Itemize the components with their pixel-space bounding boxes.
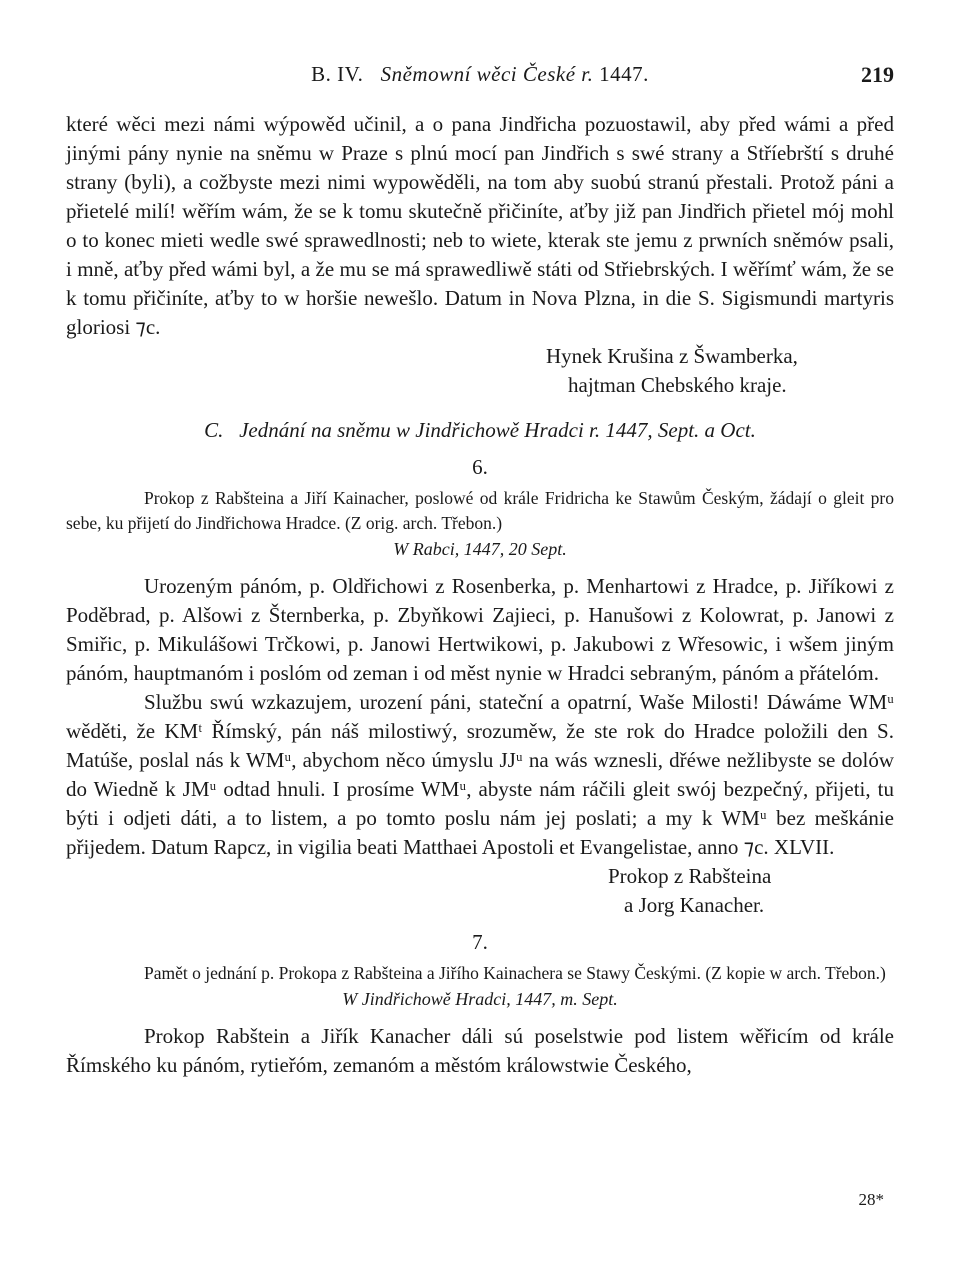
document-7-dateline: W Jindřichowě Hradci, 1447, m. Sept.: [342, 989, 618, 1009]
paragraph-continuation: které wěci mezi námi wýpowěd učinil, a o pana Jindřicha pozuostawil, aby před wámi a před jinými pány nynie na sněmu w Praze s plnú mocí pan Jindřich s swé strany a Stříebrští s druhé strany (byli), a cožbyste mezi nimi wypowěděli, na tom aby suobú stranú přestali. Protož páni a přietelé milí! wěřím wám, že se k tomu skutečně přičiníte, aťby již pan Jindřich přietel mój mohl o to konec mieti wedle swé sprawedlnosti; neb to wiete, kterak ste jemu z prwních sněmów psali, i mně, aťby před wámi byl, a že mu se má sprawedliwě státi od Střiebrských. I wěřímť wám, že se k tomu přičiníte, aťby to w horšie newešlo. Datum in Nova Plzna, in die S. Sigismundi martyris gloriosi ⁊c.: [66, 112, 894, 339]
running-head-title: Sněmowní wěci České r.: [380, 62, 594, 86]
signature-prokop: Prokop z Rabšteina: [608, 864, 772, 888]
document-6-text: Službu swú wzkazujem, urození páni, stateční a opatrní, Waše Milosti! Dáwáme WMᵘ wěděti, že KMᵗ Římský, pán náš milostiwý, srozuměw, že ste rok do Hradce položili den S. Matúše, poslal nás k WMᵘ, abychom něco úmyslu JJᵘ na wás wznesli, dřéwe nežlibyste se dolów do Wiedně k JMᵘ odtad hnuli. I prosíme WMᵘ, abyste nám ráčili gleit swój bezpečný, přijeti, tu býti i odjeti dáti, a to listem, a po tomto poslu nám jej poslati; a my k WMᵘ bez meškánie přijedem. Datum Rapcz, in vigilia beati Matthaei Apostoli et Evangelistae, anno ⁊c. XLVII.: [66, 690, 894, 859]
signature-jorg: a Jorg Kanacher.: [624, 893, 765, 917]
signature-krusina-title: hajtman Chebského kraje.: [568, 373, 787, 397]
signature-krusina-name: Hynek Krušina z Šwamberka,: [546, 344, 798, 368]
signature-mark: 28*: [858, 1190, 884, 1209]
document-number-6: 6.: [472, 455, 488, 479]
running-head-year: 1447.: [599, 62, 649, 86]
document-6-dateline: W Rabci, 1447, 20 Sept.: [393, 539, 567, 559]
section-c-letter: C.: [204, 418, 224, 442]
document-7-summary: Pamět o jednání p. Prokopa z Rabšteina a Jiřího Kainachera se Stawy Českými. (Z kopie w arch. Třebon.): [144, 963, 886, 983]
document-6-summary: Prokop z Rabšteina a Jiří Kainacher, poslowé od krále Fridricha ke Stawům Českým, žádají o gleit pro sebe, ku přijetí do Jindřichowa Hradce. (Z orig. arch. Třebon.): [66, 488, 894, 533]
page-header: [66, 62, 894, 92]
running-head: [66, 62, 894, 87]
document-6-address: Urozeným pánóm, p. Oldřichowi z Rosenberka, p. Menhartowi z Hradce, p. Jiříkowi z Poděbrad, p. Alšowi z Šternberka, p. Zbyňkowi Zajieci, p. Hanušowi z Kolowrat, p. Janowi z Smiřic, p. Mikulášowi Trčkowi, p. Janowi Hertwikowi, p. Jakubowi z Wřesowic, i wšem jiným pánóm, hauptmanóm i poslóm od zeman i od měst nynie w Hradci sebraným, pánóm a přátelóm.: [66, 574, 894, 685]
section-c-title: Jednání na sněmu w Jindřichowě Hradci r. 1447, Sept. a Oct.: [239, 418, 756, 442]
document-7-text: Prokop Rabštein a Jiřík Kanacher dáli sú poselstwie pod listem wěřicím od krále Římského ku pánóm, rytieřóm, zemanóm a městóm králowstwie Českého,: [66, 1024, 894, 1077]
page-body: [66, 110, 894, 1080]
section-c-heading: [66, 416, 894, 445]
document-number-7: 7.: [472, 930, 488, 954]
page-number: 219: [861, 62, 894, 87]
running-head-section: B. IV.: [311, 62, 364, 86]
